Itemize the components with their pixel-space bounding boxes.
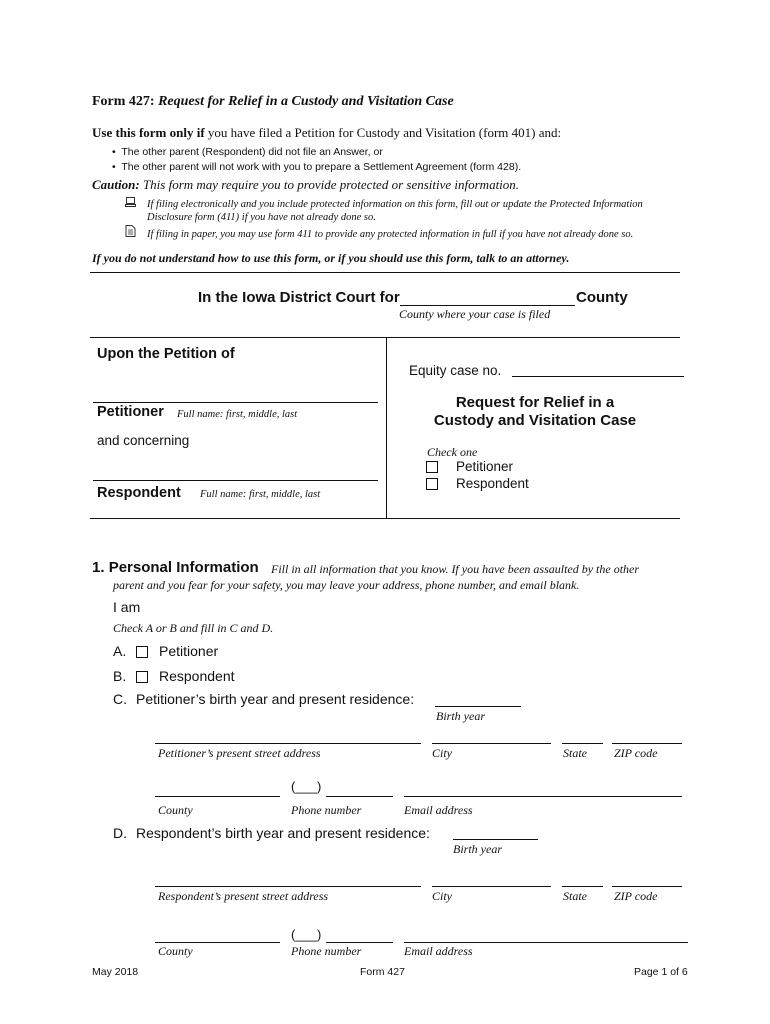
petitioner-county-caption: County (158, 803, 193, 817)
respondent-city-field[interactable] (432, 886, 551, 887)
petitioner-birth-year-caption: Birth year (436, 709, 485, 723)
respondent-zip-field[interactable] (612, 886, 682, 887)
item-c-letter: C. (113, 691, 127, 707)
item-b-label: Respondent (159, 668, 235, 684)
filer-petitioner-checkbox[interactable] (426, 461, 438, 473)
document-title-line2: Custody and Visitation Case (433, 412, 637, 429)
respondent-email-caption: Email address (404, 944, 473, 958)
equity-case-number-field[interactable] (512, 376, 684, 377)
bullet-item-1: • The other parent (Respondent) did not file an Answer, or (112, 146, 383, 158)
petitioner-state-field[interactable] (562, 743, 603, 744)
item-a-letter: A. (113, 643, 127, 659)
footer-date: May 2018 (92, 966, 139, 978)
check-hint: Check A or B and fill in C and D. (113, 621, 274, 635)
respondent-street-field[interactable] (155, 886, 421, 887)
filer-petitioner-label: Petitioner (456, 459, 514, 474)
form-number: Form 427: (92, 94, 155, 109)
petitioner-street-caption: Petitioner’s present street address (158, 746, 321, 760)
footer-form: Form 427 (360, 966, 405, 978)
petitioner-phone-caption: Phone number (291, 803, 362, 817)
respondent-street-caption: Respondent’s present street address (158, 889, 329, 903)
form-title (92, 94, 454, 110)
respondent-county-caption: County (158, 944, 193, 958)
petitioner-name-field[interactable] (93, 402, 378, 403)
respondent-zip-caption: ZIP code (614, 889, 658, 903)
footer-page: Page 1 of 6 (634, 966, 688, 978)
petitioner-city-field[interactable] (432, 743, 551, 744)
court-heading-prefix: In the Iowa District Court for (198, 289, 400, 306)
respondent-hint: Full name: first, middle, last (200, 489, 321, 500)
petitioner-area-code: (___) (291, 779, 322, 794)
petitioner-city-caption: City (432, 746, 452, 760)
item-d-label: Respondent’s birth year and present residence: (136, 825, 430, 841)
respondent-county-field[interactable] (155, 942, 280, 943)
petitioner-label: Petitioner (97, 404, 164, 420)
item-b-letter: B. (113, 668, 127, 684)
filer-respondent-label: Respondent (456, 476, 529, 491)
equity-case-label: Equity case no. (409, 363, 502, 378)
computer-icon (125, 197, 136, 207)
paper-note: If filing in paper, you may use form 411 to provide any protected information in full if you have not already done so. (147, 229, 634, 240)
i-am-label: I am (113, 599, 141, 615)
section1-heading (92, 559, 259, 576)
petitioner-hint: Full name: first, middle, last (177, 409, 298, 420)
section1-instructions-line2: parent and you fear for your safety, you may leave your address, phone number, and email blank. (113, 578, 580, 592)
respondent-label: Respondent (97, 485, 181, 501)
respondent-city-caption: City (432, 889, 452, 903)
respondent-state-field[interactable] (562, 886, 603, 887)
section1-instructions-line1: Fill in all information that you know. If you have been assaulted by the other (271, 562, 640, 576)
respondent-area-code: (___) (291, 927, 322, 942)
intro-text (92, 125, 561, 141)
item-c-label: Petitioner’s birth year and present residence: (136, 691, 415, 707)
petitioner-zip-caption: ZIP code (614, 746, 658, 760)
attorney-note: If you do not understand how to use this form, or if you should use this form, talk to an attorney. (92, 251, 570, 265)
caution-text: Caution: This form may require you to provide protected or sensitive information. (92, 177, 520, 192)
section1-title: Personal Information (108, 559, 259, 576)
intro-bold: Use this form only if (92, 125, 205, 140)
item-d-letter: D. (113, 825, 127, 841)
upon-petition-label: Upon the Petition of (97, 346, 235, 362)
check-one-label: Check one (427, 445, 478, 459)
petitioner-birth-year-field[interactable] (435, 706, 521, 707)
electronic-note-line1: If filing electronically and you include protected information on this form, fill out or update the Protected Information (147, 199, 643, 210)
petitioner-zip-field[interactable] (612, 743, 682, 744)
header-divider (90, 272, 680, 273)
respondent-birth-year-caption: Birth year (453, 842, 502, 856)
respondent-state-caption: State (563, 889, 587, 903)
county-name-field[interactable] (400, 305, 575, 306)
respondent-name-field[interactable] (93, 480, 378, 481)
and-concerning-label: and concerning (97, 433, 190, 448)
petitioner-state-caption: State (563, 746, 587, 760)
intro-rest: you have filed a Petition for Custody and Visitation (form 401) and: (207, 125, 562, 140)
petitioner-county-field[interactable] (155, 796, 280, 797)
petitioner-email-field[interactable] (404, 796, 682, 797)
document-title-line1: Request for Relief in a (455, 394, 615, 411)
caption-top-border (90, 337, 680, 338)
form-subtitle: Request for Relief in a Custody and Visitation Case (158, 94, 454, 109)
section1-number: 1. (92, 559, 105, 576)
county-caption: County where your case is filed (399, 307, 551, 321)
petitioner-street-field[interactable] (155, 743, 421, 744)
bullet-item-2: • The other parent will not work with you to prepare a Settlement Agreement (form 428). (112, 161, 522, 173)
caution-label: Caution: (92, 177, 140, 192)
caption-bottom-border (90, 518, 680, 519)
caption-divider (386, 337, 387, 518)
filer-respondent-checkbox[interactable] (426, 478, 438, 490)
i-am-petitioner-checkbox[interactable] (136, 646, 148, 658)
item-a-label: Petitioner (159, 643, 219, 659)
court-heading-suffix: County (576, 289, 628, 306)
respondent-birth-year-field[interactable] (453, 839, 538, 840)
respondent-phone-caption: Phone number (291, 944, 362, 958)
petitioner-email-caption: Email address (404, 803, 473, 817)
document-icon (125, 225, 136, 237)
petitioner-phone-field[interactable] (326, 796, 393, 797)
respondent-email-field[interactable] (404, 942, 688, 943)
respondent-phone-field[interactable] (326, 942, 393, 943)
i-am-respondent-checkbox[interactable] (136, 671, 148, 683)
electronic-note-line2: Disclosure form (411) if you have not already done so. (147, 212, 376, 223)
